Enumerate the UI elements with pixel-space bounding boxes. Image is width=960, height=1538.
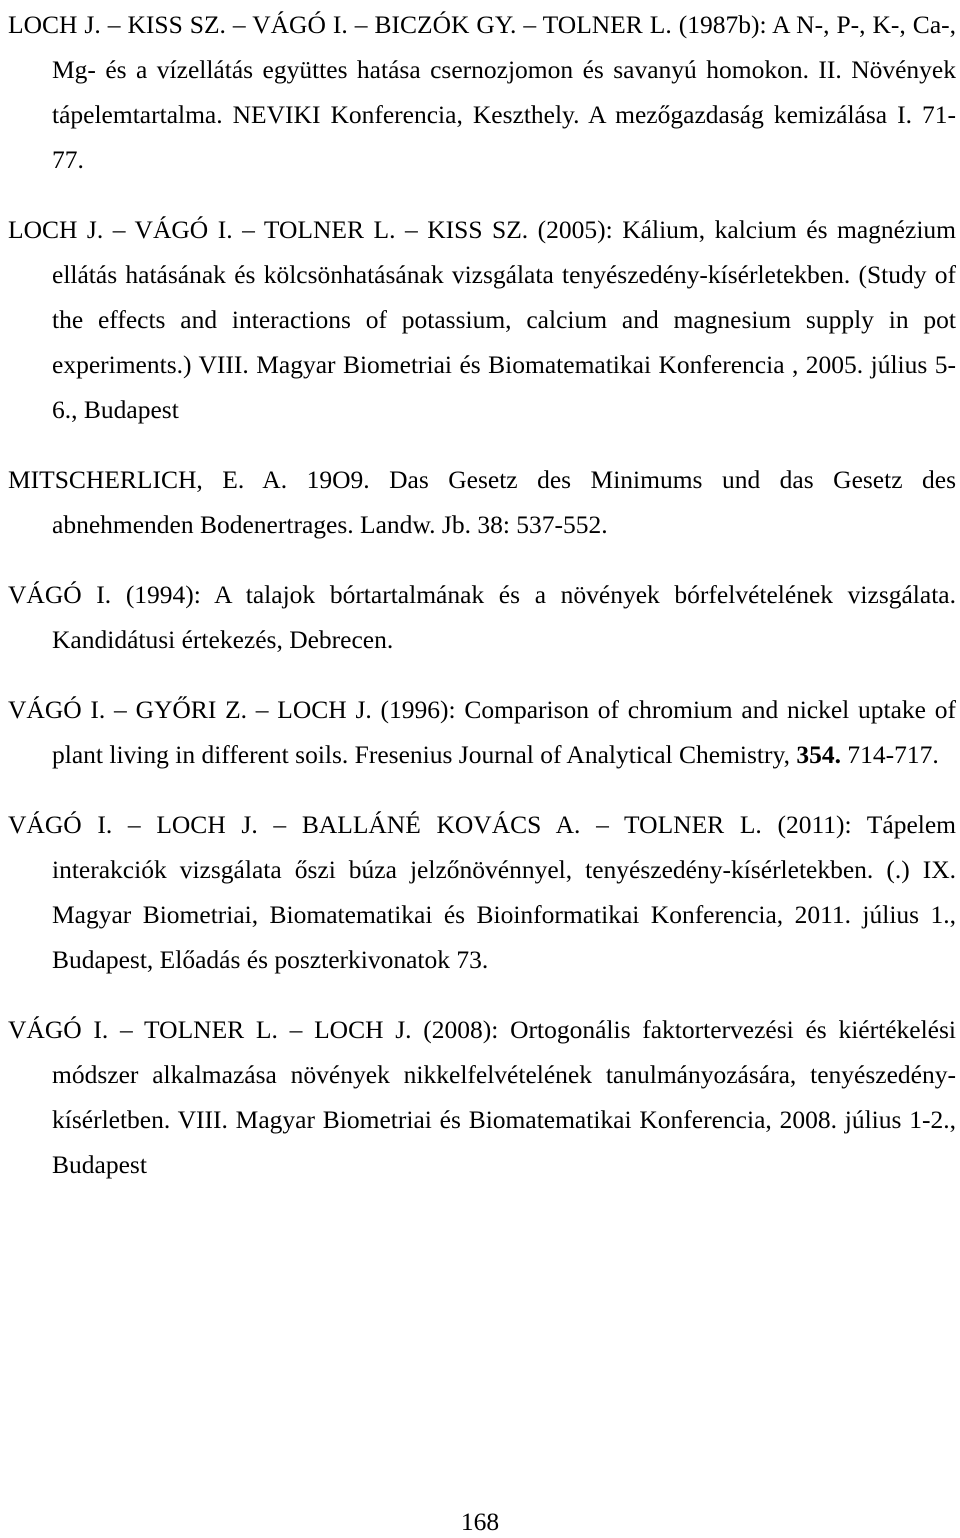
reference-loch-1987b: LOCH J. – KISS SZ. – VÁGÓ I. – BICZÓK GY. – TOLNER L. (1987b): A N-, P-, K-, Ca-, Mg- és a vízellátás együttes hatása csernozjomon és savanyú homokon. II. Növények tápelemtartalma. NEVIKI Konferencia, Keszthely. A mezőgazdaság kemizálása I. 71-77. xyxy=(8,10,956,174)
reference-loch-2005: LOCH J. – VÁGÓ I. – TOLNER L. – KISS SZ. (2005): Kálium, kalcium és magnézium ellátás hatásának és kölcsönhatásának vizsgálata tenyészedény-kísérletekben. (Study of the effects and interactions of potassium, calcium and magnesium supply in pot experiments.) VIII. Magyar Biometriai és Biomatematikai Konferencia , 2005. július 5-6., Budapest xyxy=(8,215,956,424)
page-number: 168 xyxy=(460,1507,500,1536)
reference-vago-2008: VÁGÓ I. – TOLNER L. – LOCH J. (2008): Ortogonális faktortervezési és kiértékelési módszer alkalmazása növények nikkelfelvételének tanulmányozására, tenyészedény-kísérletben. VIII. Magyar Biometriai és Biomatematikai Konferencia, 2008. július 1-2., Budapest xyxy=(8,1015,956,1179)
reference-mitscherlich-1909: MITSCHERLICH, E. A. 19O9. Das Gesetz des Minimums und das Gesetz des abnehmenden Bodenertrages. Landw. Jb. 38: 537-552. xyxy=(8,465,956,539)
reference-vago-1994: VÁGÓ I. (1994): A talajok bórtartalmának és a növények bórfelvételének vizsgálata. Kandidátusi értekezés, Debrecen. xyxy=(8,580,956,654)
reference-vago-2011: VÁGÓ I. – LOCH J. – BALLÁNÉ KOVÁCS A. – TOLNER L. (2011): Tápelem interakciók vizsgálata őszi búza jelzőnövénnyel, tenyészedény-kísérletekben. (.) IX. Magyar Biometriai, Biomatematikai és Bioinformatikai Konferencia, 2011. július 1., Budapest, Előadás és poszterkivonatok 73. xyxy=(8,810,956,974)
reference-vago-1996-volume: 354. xyxy=(796,740,841,769)
reference-vago-1996-pages: 714-717. xyxy=(840,740,939,769)
reference-vago-1996-text: VÁGÓ I. – GYŐRI Z. – LOCH J. (1996): Comparison of chromium and nickel uptake of plant living in different soils. Fresenius Journal of Analytical Chemistry, xyxy=(8,695,956,769)
reference-vago-1996 xyxy=(8,687,956,777)
reference-list xyxy=(8,2,956,1212)
